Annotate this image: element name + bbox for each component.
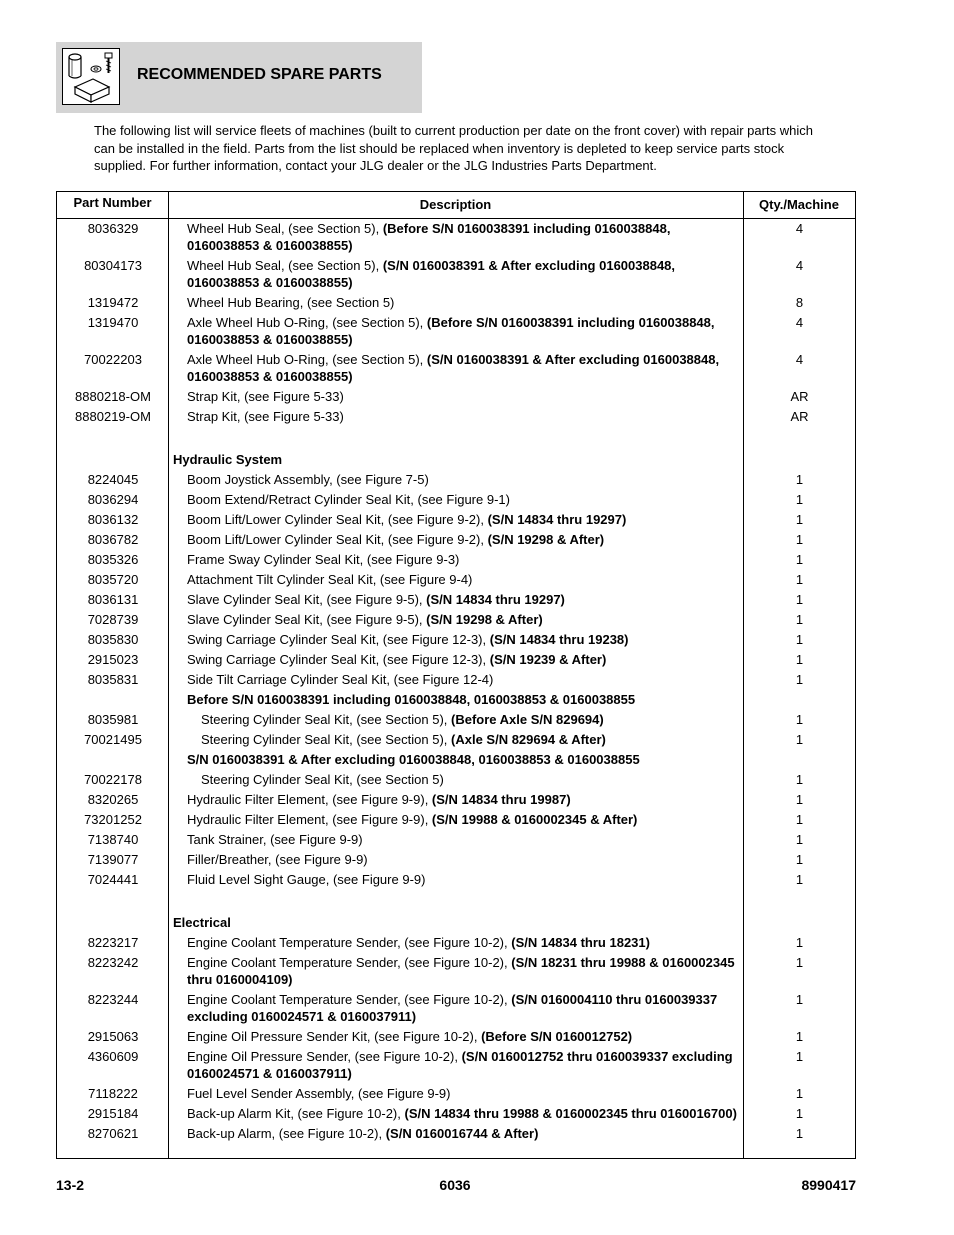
quantity: 1 [795,732,804,747]
table-row [57,649,855,669]
part-number: 8035831 [87,672,139,687]
quantity: 4 [795,352,804,367]
description [187,1105,742,1122]
description [187,511,742,528]
manual-number: 8990417 [801,1177,856,1193]
quantity: 1 [795,1126,804,1141]
description-text: Boom Lift/Lower Cylinder Seal Kit, (see Figure 9-2), [187,532,488,547]
serial-range: (S/N 14834 thru 19987) [431,792,571,807]
description-text: Back-up Alarm, (see Figure 10-2), [187,1126,386,1141]
description-text: Axle Wheel Hub O-Ring, (see Section 5), [187,315,427,330]
part-number: 8223244 [87,992,139,1007]
table-row [57,952,855,989]
quantity: 1 [795,612,804,627]
quantity: 1 [795,492,804,507]
quantity: 1 [795,1106,804,1121]
part-number: 70021495 [84,732,142,747]
quantity: 1 [795,512,804,527]
description-text: Swing Carriage Cylinder Seal Kit, (see Figure 12-3), [187,632,490,647]
description-text: Frame Sway Cylinder Seal Kit, (see Figure 9-3) [187,552,460,567]
description [187,871,742,888]
description [187,811,742,828]
description-text: Side Tilt Carriage Cylinder Seal Kit, (see Figure 12-4) [187,672,494,687]
quantity: 1 [795,772,804,787]
part-number: 7024441 [87,872,139,887]
table-row [57,406,855,426]
description-text: Engine Oil Pressure Sender Kit, (see Figure 10-2), [187,1029,482,1044]
part-number: 7139077 [87,852,139,867]
quantity: 1 [795,832,804,847]
description-text: Strap Kit, (see Figure 5-33) [187,409,344,424]
page-title: RECOMMENDED SPARE PARTS [137,66,382,83]
part-number: 1319472 [87,295,139,310]
serial-range: (S/N 19988 & 0160002345 & After) [431,812,638,827]
table-row [57,349,855,386]
table-row [57,549,855,569]
part-number: 8880219-OM [75,409,151,424]
table-row [57,509,855,529]
model-number: 6036 [439,1177,471,1193]
quantity: 1 [795,632,804,647]
description [187,1125,742,1142]
description [187,1028,742,1045]
quantity: 1 [795,472,804,487]
quantity: 1 [795,852,804,867]
serial-range: (S/N 19298 & After) [487,532,605,547]
part-number: 8036132 [87,512,139,527]
table-row [57,1123,855,1143]
description-text: Steering Cylinder Seal Kit, (see Section 5) [201,772,444,787]
table-row [57,292,855,312]
spare-parts-icon [62,48,120,105]
serial-range: (S/N 0160016744 & After) [385,1126,539,1141]
serial-range: (S/N 14834 thru 18231) [511,935,650,950]
description [187,671,742,688]
serial-range: (S/N 14834 thru 19297) [487,512,627,527]
description-text: Boom Lift/Lower Cylinder Seal Kit, (see Figure 9-2), [187,512,488,527]
subheading: S/N 0160038391 & After excluding 0160038848, 0160038853 & 0160038855 [187,752,640,767]
description [201,711,742,728]
quantity: 1 [795,812,804,827]
part-number: 1319470 [87,315,139,330]
table-row [57,1083,855,1103]
part-number: 8036329 [87,221,139,236]
table-row [57,932,855,952]
description [187,571,742,588]
description [187,471,742,488]
quantity: 1 [795,955,804,970]
part-number: 8035720 [87,572,139,587]
description [187,531,742,548]
table-row [57,469,855,489]
table-row [57,869,855,889]
description [201,731,742,748]
part-number: 8270621 [87,1126,139,1141]
description-text: Engine Coolant Temperature Sender, (see Figure 10-2), [187,992,512,1007]
table-row [57,629,855,649]
subheading-row [57,749,855,769]
quantity: 1 [795,672,804,687]
description [187,831,742,848]
serial-range: (S/N 0160038391 & After excluding 0160038848, 0160038853 & 0160038855) [187,352,720,384]
serial-range: (S/N 0160004110 thru 0160039337 excluding 0160024571 & 0160037911) [187,992,718,1024]
table-row [57,609,855,629]
quantity: 1 [795,552,804,567]
description [201,771,742,788]
description-text: Attachment Tilt Cylinder Seal Kit, (see Figure 9-4) [187,572,473,587]
quantity: 1 [795,592,804,607]
serial-range: (S/N 14834 thru 19988 & 0160002345 thru 0160016700) [404,1106,737,1121]
description-text: Steering Cylinder Seal Kit, (see Section 5), [201,732,452,747]
description-text: Hydraulic Filter Element, (see Figure 9-9), [187,812,432,827]
description-text: Fluid Level Sight Gauge, (see Figure 9-9) [187,872,426,887]
description-text: Engine Oil Pressure Sender, (see Figure 10-2), [187,1049,462,1064]
blank-row [57,889,855,912]
serial-range: (S/N 19298 & After) [426,612,543,627]
description-text: Axle Wheel Hub O-Ring, (see Section 5), [187,352,427,367]
table-row [57,1103,855,1123]
description-text: Slave Cylinder Seal Kit, (see Figure 9-5), [187,592,427,607]
description [187,631,742,648]
description-text: Hydraulic Filter Element, (see Figure 9-9), [187,792,432,807]
table-row [57,989,855,1026]
section-heading-row [57,912,855,932]
serial-range: (Before S/N 0160012752) [481,1029,633,1044]
quantity: 1 [795,1049,804,1064]
part-number: 8036782 [87,532,139,547]
table-row [57,789,855,809]
table-row [57,312,855,349]
description [187,851,742,868]
table-row [57,829,855,849]
table-row [57,669,855,689]
description [187,491,742,508]
description-text: Steering Cylinder Seal Kit, (see Section 5), [201,712,452,727]
section-heading-row [57,449,855,469]
table-row [57,489,855,509]
description-text: Strap Kit, (see Figure 5-33) [187,389,344,404]
serial-range: (Before S/N 0160038391 including 0160038848, 0160038853 & 0160038855) [187,315,715,347]
description-text: Filler/Breather, (see Figure 9-9) [187,852,368,867]
description [187,991,742,1025]
serial-range: (S/N 14834 thru 19238) [489,632,629,647]
description [187,388,742,405]
subheading: Before S/N 0160038391 including 0160038848, 0160038853 & 0160038855 [187,692,636,707]
column-header-qty: Qty./Machine [759,197,839,212]
spare-parts-table [56,191,856,1159]
quantity: AR [790,389,809,404]
section-heading: Electrical [173,915,231,930]
quantity: 1 [795,792,804,807]
description [187,791,742,808]
serial-range: (S/N 0160012752 thru 0160039337 excluding 0160024571 & 0160037911) [187,1049,733,1081]
description [187,954,742,988]
table-row [57,589,855,609]
table-body [57,218,855,1143]
table-row [57,1026,855,1046]
part-number: 8224045 [87,472,139,487]
part-number: 80304173 [84,258,142,273]
quantity: 1 [795,652,804,667]
part-number: 70022178 [84,772,142,787]
part-number: 7118222 [88,1086,138,1101]
quantity: 1 [795,872,804,887]
serial-range: (Before Axle S/N 829694) [451,712,604,727]
description-text: Boom Extend/Retract Cylinder Seal Kit, (see Figure 9-1) [187,492,510,507]
serial-range: (S/N 0160038391 & After excluding 0160038848, 0160038853 & 0160038855) [187,258,676,290]
table-row [57,769,855,789]
table-row [57,1046,855,1083]
part-number: 8320265 [87,792,139,807]
quantity: 1 [795,1086,804,1101]
part-number: 70022203 [84,352,142,367]
description-text: Wheel Hub Bearing, (see Section 5) [187,295,395,310]
description-text: Boom Joystick Assembly, (see Figure 7-5) [187,472,429,487]
part-number: 73201252 [84,812,142,827]
description [187,934,742,951]
quantity: 1 [795,1029,804,1044]
part-number: 4360609 [87,1049,139,1064]
part-number: 7028739 [87,612,139,627]
page-number: 13-2 [56,1177,85,1193]
quantity: 1 [795,712,804,727]
part-number: 8880218-OM [75,389,151,404]
description [187,591,742,608]
table-row [57,849,855,869]
description-text: Wheel Hub Seal, (see Section 5), [187,258,383,273]
part-number: 8035830 [87,632,139,647]
blank-row [57,426,855,449]
column-header-description: Description [419,197,492,212]
intro-paragraph: The following list will service fleets of machines (built to current production per date on the front cover) with repair parts which can be installed in the field. Parts from the list should be replaced when inventory is depleted to keep service parts stock supplied. For further information, contact your JLG dealer or the JLG Industries Parts Department. [94,123,813,173]
part-number: 8223217 [87,935,139,950]
description-text: Tank Strainer, (see Figure 9-9) [187,832,363,847]
part-number: 8036131 [87,592,139,607]
table-row [57,218,855,255]
description [187,314,742,348]
description [187,257,742,291]
description [187,220,742,254]
quantity: 1 [795,992,804,1007]
serial-range: (Before S/N 0160038391 including 0160038848, 0160038853 & 0160038855) [187,221,671,253]
serial-range: (S/N 18231 thru 19988 & 0160002345 thru 0160004109) [187,955,735,987]
part-number: 8223242 [87,955,139,970]
description [187,408,742,425]
part-number: 2915184 [87,1106,139,1121]
description [187,1085,742,1102]
part-number: 8035326 [87,552,139,567]
quantity: 1 [795,532,804,547]
description [187,294,742,311]
part-number: 2915023 [87,652,139,667]
table-row [57,529,855,549]
table-row [57,729,855,749]
section-heading: Hydraulic System [173,452,283,467]
quantity: 1 [795,572,804,587]
description [187,611,742,628]
serial-range: (S/N 19239 & After) [489,652,607,667]
description [187,351,742,385]
description-text: Engine Coolant Temperature Sender, (see Figure 10-2), [187,955,512,970]
description [187,551,742,568]
description-text: Engine Coolant Temperature Sender, (see Figure 10-2), [187,935,512,950]
serial-range: (S/N 14834 thru 19297) [426,592,565,607]
quantity: AR [790,409,809,424]
table-row [57,809,855,829]
quantity: 8 [795,295,804,310]
description-text: Slave Cylinder Seal Kit, (see Figure 9-5), [187,612,427,627]
table-row [57,255,855,292]
subheading-row [57,689,855,709]
description [187,651,742,668]
table-row [57,386,855,406]
column-header-part-number: Part Number [73,195,152,210]
part-number: 2915063 [87,1029,139,1044]
part-number: 8035981 [87,712,139,727]
table-row [57,569,855,589]
description-text: Swing Carriage Cylinder Seal Kit, (see Figure 12-3), [187,652,490,667]
quantity: 4 [795,315,804,330]
description [187,1048,742,1082]
part-number: 8036294 [87,492,139,507]
quantity: 4 [795,258,804,273]
table-row [57,709,855,729]
serial-range: (Axle S/N 829694 & After) [451,732,606,747]
description-text: Back-up Alarm Kit, (see Figure 10-2), [187,1106,405,1121]
quantity: 1 [795,935,804,950]
quantity: 4 [795,221,804,236]
description-text: Fuel Level Sender Assembly, (see Figure 9-9) [187,1086,451,1101]
part-number: 7138740 [87,832,139,847]
description-text: Wheel Hub Seal, (see Section 5), [187,221,383,236]
